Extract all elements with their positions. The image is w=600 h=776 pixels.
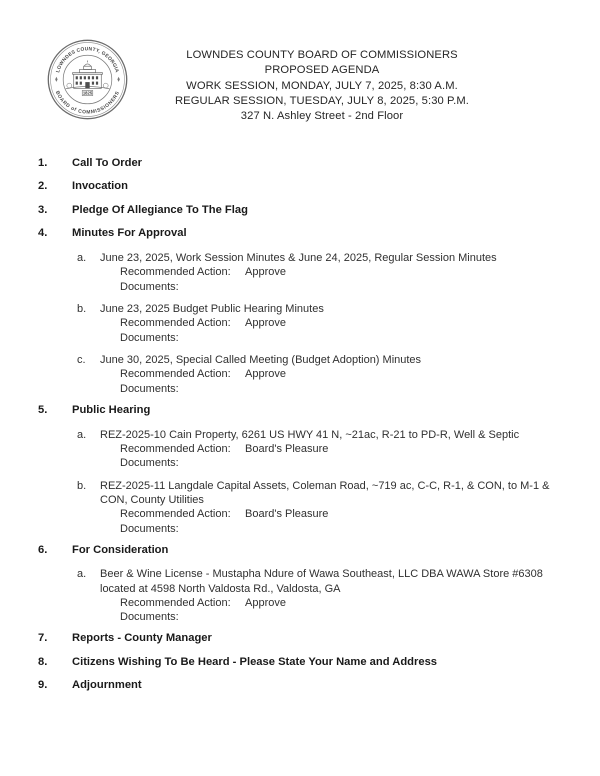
subitem-letter: b. xyxy=(77,303,87,316)
recommended-action-row xyxy=(120,316,600,330)
recommended-action-value: Approve xyxy=(245,317,286,330)
recommended-action-row xyxy=(120,507,600,521)
agenda-item-2 xyxy=(0,179,600,193)
agenda-item-number: 6. xyxy=(38,543,48,556)
recommended-action-value: Approve xyxy=(245,597,286,610)
header-agenda-line: PROPOSED AGENDA xyxy=(264,64,380,77)
subitem-letter: b. xyxy=(77,479,87,492)
agenda-item-1 xyxy=(0,156,600,170)
subitem-text: June 23, 2025 Budget Public Hearing Minutes xyxy=(100,303,324,316)
subitem-text: REZ-2025-10 Cain Property, 6261 US HWY 41 N, ~21ac, R-21 to PD-R, Well & Septic xyxy=(100,428,520,441)
agenda-subitem-4c xyxy=(72,353,600,396)
recommended-action-value: Approve xyxy=(245,368,286,381)
documents-label: Documents: xyxy=(120,457,179,470)
recommended-action-value: Board's Pleasure xyxy=(245,442,329,455)
agenda-subitem-4b xyxy=(72,302,600,345)
header-org-line: LOWNDES COUNTY BOARD OF COMMISSIONERS xyxy=(186,49,458,61)
agenda-item-number: 5. xyxy=(38,403,48,416)
agenda-item-title: Call To Order xyxy=(72,157,143,169)
agenda-subitem-5b xyxy=(72,479,600,536)
agenda-subitem-6a xyxy=(72,567,600,624)
agenda-item-number: 4. xyxy=(38,227,48,240)
recommended-action-row xyxy=(120,265,600,279)
subitem-letter: c. xyxy=(77,354,86,367)
agenda-item-number: 8. xyxy=(38,655,48,668)
agenda-item-number: 1. xyxy=(38,157,48,169)
recommended-action-row xyxy=(120,367,600,381)
agenda-item-number: 3. xyxy=(38,203,48,216)
agenda-item-9 xyxy=(0,678,600,692)
subitem-text: Beer & Wine License - Mustapha Ndure of Wawa Southeast, LLC DBA WAWA Store #6308 located at 4598 North Valdosta Rd., Valdosta, GA xyxy=(100,568,543,595)
agenda-item-title: Minutes For Approval xyxy=(72,227,187,240)
recommended-action-label: Recommended Action: xyxy=(120,317,231,330)
agenda-item-4 xyxy=(0,226,600,396)
documents-label: Documents: xyxy=(120,611,179,624)
agenda-item-6 xyxy=(0,543,600,625)
recommended-action-value: Approve xyxy=(245,266,286,279)
recommended-action-value: Board's Pleasure xyxy=(245,508,329,521)
recommended-action-label: Recommended Action: xyxy=(120,368,231,381)
agenda-item-title: Reports - County Manager xyxy=(72,632,212,645)
header-work-session-line: WORK SESSION, MONDAY, JULY 7, 2025, 8:30 A.M. xyxy=(186,79,458,92)
agenda-item-title: Invocation xyxy=(72,180,128,193)
subitem-letter: a. xyxy=(77,428,87,441)
agenda-list xyxy=(0,156,600,702)
subitem-text: June 30, 2025, Special Called Meeting (Budget Adoption) Minutes xyxy=(100,354,422,367)
seal-top-text: LOWNDES COUNTY, GEORGIA xyxy=(56,47,119,74)
agenda-item-title: Public Hearing xyxy=(72,403,151,416)
agenda-item-5 xyxy=(0,403,600,536)
recommended-action-row xyxy=(120,596,600,610)
agenda-item-number: 7. xyxy=(38,632,48,645)
agenda-subitem-4a xyxy=(72,251,600,294)
agenda-item-3 xyxy=(0,203,600,217)
agenda-item-title: For Consideration xyxy=(72,543,169,556)
agenda-item-number: 9. xyxy=(38,679,48,692)
agenda-item-8 xyxy=(0,655,600,669)
subitem-letter: a. xyxy=(77,251,87,264)
subitem-letter: a. xyxy=(77,568,87,581)
documents-label: Documents: xyxy=(120,280,179,293)
agenda-item-number: 2. xyxy=(38,180,48,193)
seal-bottom-text: BOARD of COMMISSIONERS xyxy=(53,90,122,116)
header-address-line: 327 N. Ashley Street - 2nd Floor xyxy=(240,110,404,123)
subitem-text: REZ-2025-11 Langdale Capital Assets, Coleman Road, ~719 ac, C-C, R-1, & CON, to M-1 & CON, County Utilities xyxy=(100,479,550,506)
documents-label: Documents: xyxy=(120,522,179,535)
document-header xyxy=(142,48,502,124)
recommended-action-label: Recommended Action: xyxy=(120,266,231,279)
subitem-text: June 23, 2025, Work Session Minutes & June 24, 2025, Regular Session Minutes xyxy=(100,251,497,264)
county-seal xyxy=(47,39,128,120)
agenda-item-title: Adjournment xyxy=(72,679,142,692)
documents-label: Documents: xyxy=(120,382,179,395)
agenda-subitem-5a xyxy=(72,428,600,471)
recommended-action-label: Recommended Action: xyxy=(120,508,231,521)
agenda-item-7 xyxy=(0,631,600,645)
documents-label: Documents: xyxy=(120,331,179,344)
recommended-action-label: Recommended Action: xyxy=(120,597,231,610)
seal-year: 1825 xyxy=(82,90,93,96)
agenda-item-title: Citizens Wishing To Be Heard - Please State Your Name and Address xyxy=(72,655,438,668)
recommended-action-label: Recommended Action: xyxy=(120,442,231,455)
agenda-item-title: Pledge Of Allegiance To The Flag xyxy=(72,203,248,216)
recommended-action-row xyxy=(120,442,600,456)
header-regular-session-line: REGULAR SESSION, TUESDAY, JULY 8, 2025, 5:30 P.M. xyxy=(174,94,470,107)
